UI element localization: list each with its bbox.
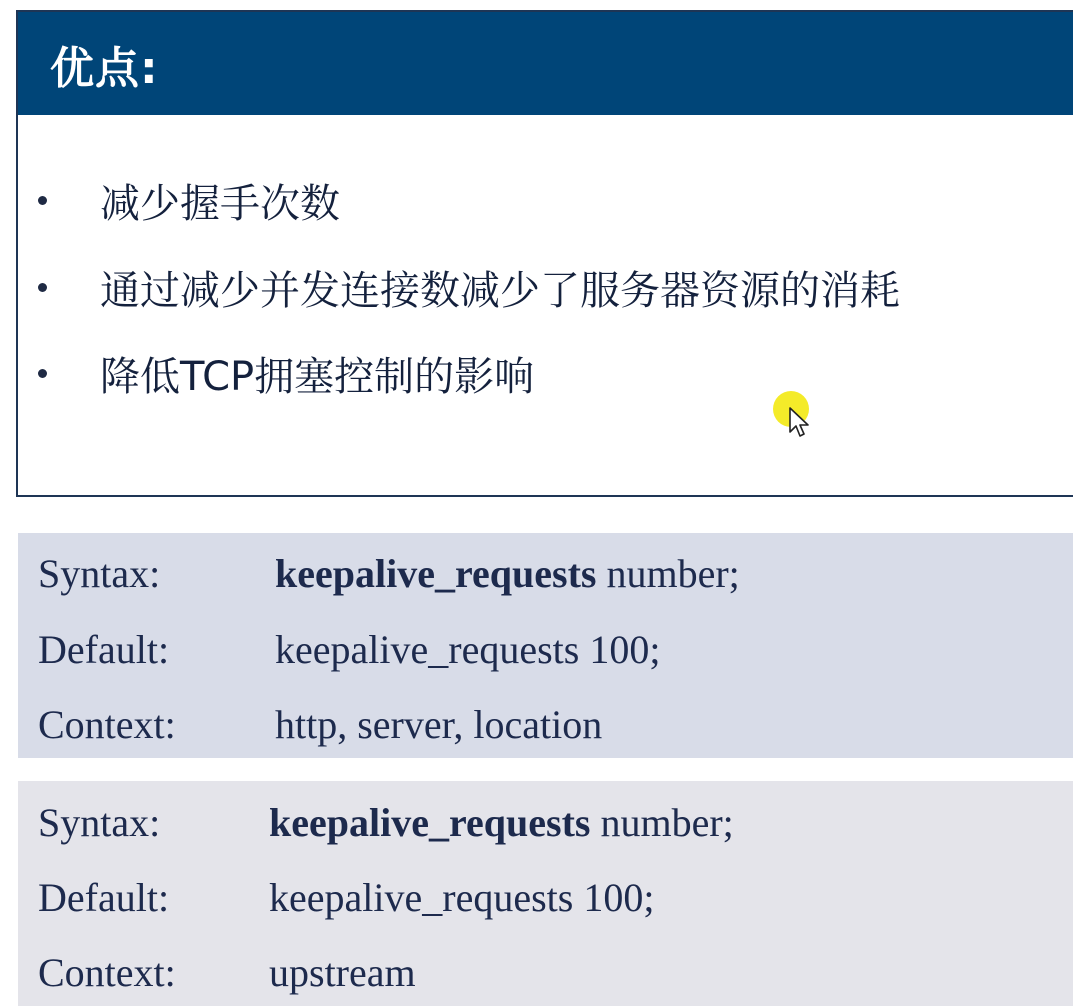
default-row bbox=[38, 867, 655, 927]
default-value: keepalive_requests 100; bbox=[275, 626, 661, 672]
context-row bbox=[38, 694, 603, 754]
advantage-text: 通过减少并发连接数减少了服务器资源的消耗 bbox=[100, 267, 900, 314]
bullet-icon bbox=[38, 196, 47, 205]
advantage-text: 减少握手次数 bbox=[100, 180, 340, 227]
default-value: keepalive_requests 100; bbox=[269, 874, 655, 920]
syntax-label: Syntax: bbox=[38, 550, 161, 596]
default-label: Default: bbox=[38, 874, 170, 920]
directive-panel-upstream bbox=[18, 781, 1073, 1006]
syntax-value bbox=[269, 799, 734, 846]
advantages-box bbox=[16, 10, 1073, 497]
syntax-row bbox=[38, 792, 734, 852]
directive-panel-http bbox=[18, 533, 1073, 758]
default-label: Default: bbox=[38, 626, 170, 672]
syntax-value bbox=[275, 550, 740, 597]
directive-keyword: keepalive_requests bbox=[275, 550, 597, 596]
context-label: Context: bbox=[38, 949, 176, 995]
advantages-title: 优点: bbox=[50, 42, 159, 94]
context-row bbox=[38, 942, 416, 1002]
directive-args: number; bbox=[596, 550, 740, 596]
advantage-item bbox=[36, 257, 900, 317]
mouse-pointer-icon bbox=[773, 391, 813, 443]
directive-args: number; bbox=[590, 799, 734, 845]
directive-keyword: keepalive_requests bbox=[269, 799, 591, 845]
advantage-item bbox=[36, 170, 340, 230]
advantages-header bbox=[18, 12, 1073, 115]
advantage-text: 降低TCP拥塞控制的影响 bbox=[100, 353, 535, 400]
cursor-arrow-icon bbox=[789, 407, 813, 441]
bullet-icon bbox=[38, 369, 47, 378]
advantage-item bbox=[36, 343, 534, 403]
bullet-icon bbox=[38, 283, 47, 292]
context-label: Context: bbox=[38, 701, 176, 747]
syntax-row bbox=[38, 543, 740, 603]
syntax-label: Syntax: bbox=[38, 799, 161, 845]
default-row bbox=[38, 619, 661, 679]
context-value: http, server, location bbox=[275, 701, 603, 747]
context-value: upstream bbox=[269, 949, 416, 995]
